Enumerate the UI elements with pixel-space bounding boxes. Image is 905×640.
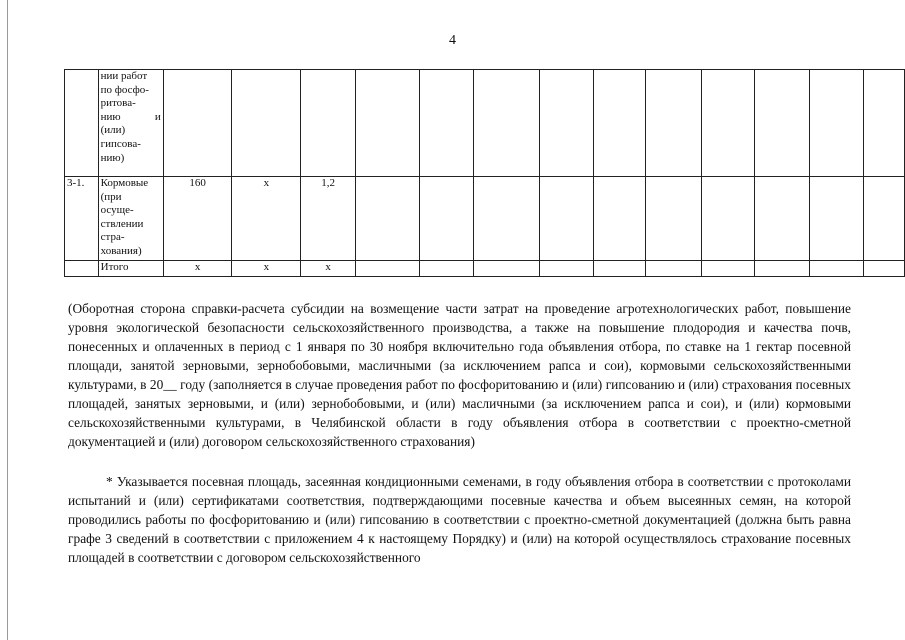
total-label-cell: Итого — [98, 261, 163, 277]
name-line: осуще- — [100, 204, 134, 217]
table-value-cell: х — [301, 261, 356, 277]
name-line: Кормовые — [100, 177, 149, 189]
table-cell — [593, 177, 646, 261]
table-cell — [419, 177, 474, 261]
name-line: ствлении — [100, 217, 144, 230]
row-number-cell: 3-1. — [65, 177, 99, 261]
page-number: 4 — [449, 33, 456, 48]
table-cell — [809, 177, 864, 261]
table-value-cell: х — [232, 261, 301, 277]
table-cell — [646, 177, 701, 261]
table-cell — [539, 70, 593, 177]
table-cell — [809, 261, 864, 277]
name-line: стра- — [100, 231, 125, 244]
table-cell — [701, 261, 755, 277]
name-line: гипсова- — [100, 137, 141, 150]
area-value-cell: 160 — [163, 177, 232, 261]
table-cell — [419, 70, 474, 177]
table-row-fodder — [65, 177, 905, 261]
table-cell — [232, 70, 301, 177]
table-cell — [593, 70, 646, 177]
table-cell — [755, 177, 810, 261]
table-cell — [163, 70, 232, 177]
row-name-cell — [98, 70, 163, 177]
name-line-word: нию — [100, 110, 121, 123]
table-cell — [539, 177, 593, 261]
name-line: нию и — [100, 110, 161, 123]
table-value-cell: х — [232, 177, 301, 261]
table-row-total — [65, 261, 905, 277]
subsidy-table — [64, 69, 905, 277]
table-row-continued — [65, 70, 905, 177]
name-line: нию) — [100, 151, 125, 164]
table-cell — [701, 70, 755, 177]
table-cell — [355, 261, 419, 277]
rate-value-cell: 1,2 — [301, 177, 356, 261]
table-cell — [474, 261, 540, 277]
page-edge-line — [7, 0, 8, 640]
table-cell — [474, 70, 540, 177]
table-cell — [593, 261, 646, 277]
table-cell — [864, 261, 905, 277]
name-line: по фосфо- — [100, 83, 149, 96]
table-cell — [809, 70, 864, 177]
table-cell — [301, 70, 356, 177]
table-value-cell: х — [163, 261, 232, 277]
table-cell — [755, 70, 810, 177]
row-number-cell — [65, 70, 99, 177]
footnote-paragraph: * Указывается посевная площадь, засеянная кондиционными семенами, в году объявления отбора в соответствии с протоколами испытаний и (или) сертификатами соответствия, подтверждающими посевные качества и объем высеянных семян, на которой проводились работы по фосфоритованию и (или) гипсованию в соответствии с проектно-сметной документацией (должна быть равна графе 3 сведений в соответствии с приложением 4 к настоящему Порядку) и (или) на которой осуществлялось страхование посевных площадей в соответствии с договором сельскохозяйственного — [68, 474, 851, 565]
table-cell — [646, 261, 701, 277]
table-cell — [701, 177, 755, 261]
name-line: нии работ — [100, 70, 148, 82]
table-cell — [355, 70, 419, 177]
table-cell — [539, 261, 593, 277]
table-cell — [419, 261, 474, 277]
table-cell — [755, 261, 810, 277]
name-line: ритова- — [100, 97, 136, 110]
table-cell — [864, 177, 905, 261]
name-line: (или) — [100, 124, 126, 137]
row-name-cell — [98, 177, 163, 261]
name-line: (при — [100, 190, 122, 203]
table-cell — [474, 177, 540, 261]
name-line: хования) — [100, 244, 142, 257]
table-cell — [864, 70, 905, 177]
table-cell — [646, 70, 701, 177]
table-cell — [355, 177, 419, 261]
row-number-cell — [65, 261, 99, 277]
reverse-side-caption: (Оборотная сторона справки-расчета субсидии на возмещение части затрат на проведение агротехнологических работ, повышение уровня экологической безопасности сельскохозяйственного производства, а также на повышение плодородия и качества почв, понесенных и оплаченных в период с 1 января по 30 ноября включительно года объявления отбора, по ставке на 1 гектар посевной площади, занятой зерновыми, зернобобовыми, масличными (за исключением рапса и сои), кормовыми сельскохозяйственными культурами, в 20__ году (заполняется в случае проведения работ по фосфоритованию и (или) гипсованию и (или) страхования посевных площадей, занятых зерновыми, и (или) зернобобовыми, и (или) масличными (за исключением рапса и сои), и (или) кормовыми сельскохозяйственными культурами, в Челябинской области в году объявления отбора в соответствии с проектно-сметной документацией и (или) договором сельскохозяйственного страхования) — [68, 301, 851, 449]
